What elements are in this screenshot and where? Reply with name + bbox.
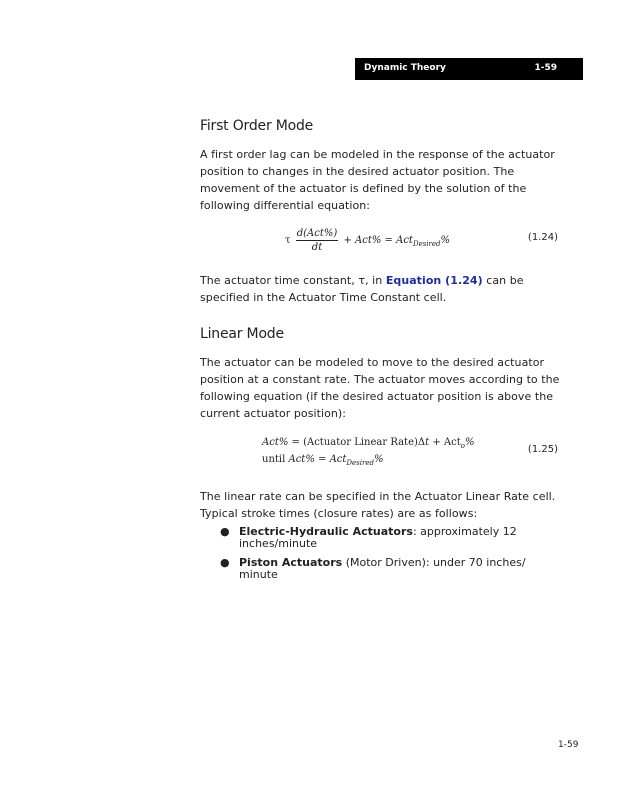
equation-1-24 <box>200 228 570 262</box>
fraction-numerator: d(Act%) <box>296 228 338 239</box>
equation-line-2 <box>262 453 474 470</box>
eq2-term: Act% <box>262 437 289 448</box>
eq2-rate: = (Actuator Linear Rate)Δ <box>288 437 426 448</box>
equation-percent: % <box>440 235 451 246</box>
header-page-number: 1-59 <box>534 63 557 73</box>
equation-subscript: Desired <box>412 240 441 248</box>
equation-line-1 <box>262 436 474 453</box>
equation-1-25 <box>200 436 570 476</box>
footer-page-number: 1-59 <box>558 740 579 750</box>
bullet-bold-text: Electric-Hydraulic Actuators <box>239 525 413 538</box>
time-constant-text-pre: The actuator time constant, τ, in <box>200 274 386 287</box>
derivative-fraction <box>296 228 339 253</box>
page-content <box>200 118 570 588</box>
eq2-sub-desired: Desired <box>346 459 374 467</box>
equation-link[interactable]: Equation (1.24) <box>385 274 483 287</box>
time-constant-paragraph <box>200 272 570 306</box>
linear-paragraph: The actuator can be modeled to move to the desired actuator position at a constant rate. The actuator moves according to the following equation (if the desired actuator position is above the current actuator position): <box>200 356 560 420</box>
bullet-bold-text: Piston Actuators <box>239 556 343 569</box>
bullet-icon: ● <box>220 556 230 569</box>
eq2-plus: + Act <box>429 437 461 448</box>
section-heading-first-order: First Order Mode <box>200 118 314 134</box>
linear-rate-paragraph: The linear rate can be specified in the Actuator Linear Rate cell. Typical stroke times (closure rates) are as follows: <box>200 490 556 520</box>
tau-symbol: τ <box>285 235 291 246</box>
equation-number-1-25: (1.25) <box>527 444 558 455</box>
section-heading-linear: Linear Mode <box>200 326 284 342</box>
equation-number: (1.24) <box>527 232 558 243</box>
header-title: Dynamic Theory <box>364 63 446 73</box>
stroke-times-list <box>200 526 570 581</box>
time-constant-text-post: can be specified in the Actuator Time Constant cell. <box>200 274 524 304</box>
eq2-sub-o: o <box>460 442 465 450</box>
list-item <box>220 557 539 581</box>
eq2-until: until <box>262 454 289 465</box>
eq2-percent: % <box>464 437 475 448</box>
fraction-denominator: dt <box>311 242 323 253</box>
eq2-act: Act% = Act <box>288 454 347 465</box>
first-order-paragraph: A first order lag can be modeled in the response of the actuator position to changes in the desired actuator position. The movement of the actuator is defined by the solution of the following differential equation: <box>200 148 555 212</box>
eq2-percent-2: % <box>373 454 384 465</box>
bullet-text: (Motor Driven): under 70 inches/ minute <box>239 556 526 581</box>
equation-rest: + Act% = Act <box>343 235 413 246</box>
bullet-text: : approximately 12 inches/minute <box>239 525 517 550</box>
list-item <box>220 526 539 550</box>
eq2-t: t <box>425 437 430 448</box>
running-header <box>355 58 583 80</box>
bullet-icon: ● <box>220 525 230 538</box>
